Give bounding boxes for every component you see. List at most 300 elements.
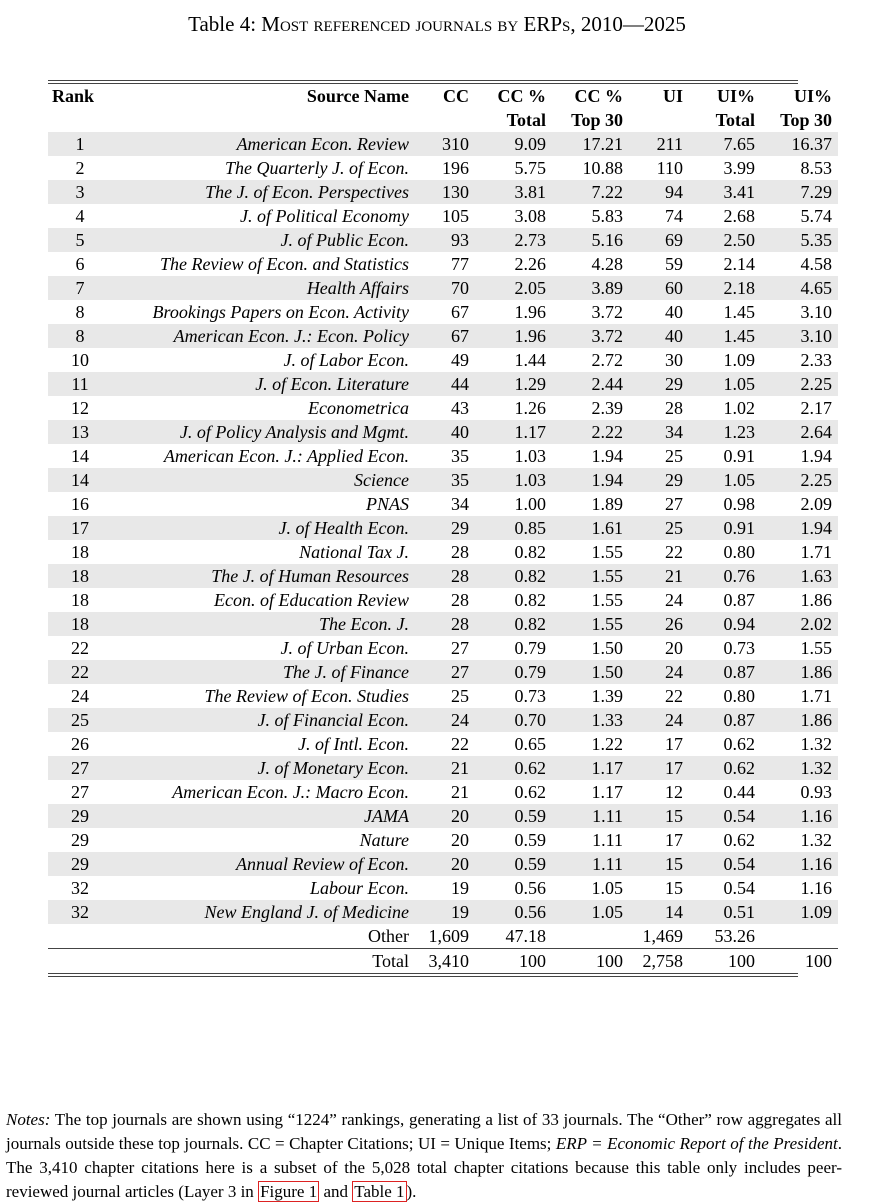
other-row [48,924,838,949]
header-ui-total-line2: Total [715,110,755,130]
cell-ui-total: 2.68 [723,206,755,226]
cell-ui-top30: 4.58 [800,254,832,274]
cell-cc: 27 [415,660,475,684]
cell-ui-total: 0.62 [689,756,761,780]
cell-cc-top30: 3.89 [552,276,629,300]
cell-cc-top30: 2.22 [552,420,629,444]
table-row [48,516,838,540]
header-ui-total-line1: UI% [716,86,755,106]
cell-cc: 35 [451,446,469,466]
notes-text-1: The top journals are shown using “1224” rankings, generating a list of 33 journals. The “Other” row aggregates all journals outside these top journals. CC = Chapter Citations; UI = Unique Items; [6,1110,842,1153]
cell-ui-top30: 2.64 [761,420,838,444]
cell-ui: 74 [665,206,683,226]
cell-ui-top30: 3.10 [761,324,838,348]
cell-cc-top30: 1.94 [591,446,623,466]
header-cc: CC [443,86,469,106]
table-row [48,612,838,636]
cell-cc-total: 0.70 [475,708,552,732]
cell-ui-top30: 1.32 [800,830,832,850]
cell-rank: 26 [71,734,89,754]
table-row [48,204,838,228]
cell-ui: 15 [629,852,689,876]
cell-ui: 211 [629,132,689,156]
cell-rank [48,949,112,973]
header-source-name: Source Name [306,86,409,106]
cell-cc-top30: 17.21 [552,132,629,156]
cell-source-name: The J. of Econ. Perspectives [112,180,415,204]
cell-cc-top30: 1.11 [552,804,629,828]
cell-ui-top30: 1.86 [761,660,838,684]
cell-ui: 22 [665,542,683,562]
cell-ui: 29 [629,372,689,396]
cell-ui: 26 [629,612,689,636]
cell-rank: 3 [48,180,112,204]
header-rank: Rank [52,86,95,106]
cell-cc: 34 [451,494,469,514]
cell-ui-top30: 1.16 [761,804,838,828]
cell-ui-total: 0.73 [723,638,755,658]
cell-ui: 69 [629,228,689,252]
cell-source-name: Annual Review of Econ. [112,852,415,876]
cell-source-name: The Econ. J. [112,612,415,636]
table-row [48,396,838,420]
cell-ui-top30: 2.02 [761,612,838,636]
caption-suffix: , 2010—2025 [570,12,686,36]
cell-ui-total: 2.50 [689,228,761,252]
cell-source-name: The Review of Econ. Studies [204,686,409,706]
cell-ui: 17 [629,756,689,780]
cell-source-name: J. of Public Econ. [112,228,415,252]
cell-cc: 21 [415,756,475,780]
cell-ui-top30: 1.32 [761,756,838,780]
cell-cc-total: 47.18 [505,926,546,946]
cell-cc-top30: 1.89 [591,494,623,514]
cell-cc-total: 0.62 [475,756,552,780]
cell-cc: 29 [415,516,475,540]
cell-ui-top30: 1.09 [761,900,838,924]
notes-erp-definition: ERP = Economic Report of the President [555,1134,838,1153]
cell-rank: 18 [71,542,89,562]
cell-ui-top30 [761,924,838,949]
cell-ui-total: 100 [728,951,755,971]
cell-ui-top30: 2.25 [761,468,838,492]
cell-cc-total: 1.44 [514,350,546,370]
table-row [48,708,838,732]
cell-cc-top30 [552,924,629,949]
cell-cc: 28 [451,590,469,610]
cell-cc: 28 [415,564,475,588]
cell-cc-total: 1.26 [514,398,546,418]
cell-ui: 1,469 [642,926,683,946]
cell-ui-total: 0.98 [723,494,755,514]
cell-ui-total: 0.62 [723,830,755,850]
cell-ui-total: 0.62 [723,734,755,754]
cell-ui: 24 [629,660,689,684]
cell-ui-top30: 5.35 [761,228,838,252]
table-caption [0,10,874,38]
cell-cc-top30: 1.05 [552,900,629,924]
cell-rank: 22 [71,638,89,658]
cell-source-name: Other [368,926,409,946]
cell-source-name: American Econ. J.: Econ. Policy [112,324,415,348]
cell-source-name: Labour Econ. [310,878,409,898]
table-row [48,660,838,684]
cell-ui-total: 2.18 [689,276,761,300]
cell-ui-top30: 1.63 [761,564,838,588]
cell-source-name: J. of Policy Analysis and Mgmt. [112,420,415,444]
cell-rank: 10 [71,350,89,370]
cell-ui-top30: 2.17 [800,398,832,418]
cell-cc-top30: 1.55 [591,590,623,610]
table-row [48,492,838,516]
cell-cc-total: 100 [519,951,546,971]
cell-cc-top30: 1.55 [552,612,629,636]
cell-ui: 17 [665,734,683,754]
header-cc-total-line2: Total [506,110,546,130]
cell-ui-total: 1.45 [723,302,755,322]
cell-ui-total: 0.76 [689,564,761,588]
cell-rank: 32 [48,900,112,924]
cell-source-name: Science [112,468,415,492]
cell-source-name: J. of Intl. Econ. [298,734,409,754]
cell-source-name: Nature [359,830,409,850]
cell-cc-top30: 1.50 [591,638,623,658]
header-ui-top30-line2: Top 30 [780,110,832,130]
cell-rank: 22 [48,660,112,684]
cell-rank: 6 [75,254,85,274]
cell-ui-total: 1.05 [689,372,761,396]
cell-ui-top30: 1.16 [800,878,832,898]
cell-cc-top30: 1.50 [552,660,629,684]
cell-ui-top30: 1.94 [800,446,832,466]
header-ui-top30 [761,84,838,132]
cell-ui-top30: 8.53 [800,158,832,178]
cell-source-name: Health Affairs [112,276,415,300]
table-row [48,132,838,156]
cell-rank: 2 [75,158,85,178]
cell-ui-total: 0.87 [723,590,755,610]
cell-cc-total: 5.75 [514,158,546,178]
cell-cc: 22 [451,734,469,754]
cell-cc-top30: 2.44 [552,372,629,396]
cell-ui: 15 [629,804,689,828]
cell-ui: 14 [629,900,689,924]
cell-ui-top30: 16.37 [761,132,838,156]
cell-rank: 29 [48,852,112,876]
cell-cc: 28 [415,612,475,636]
cell-cc-top30: 10.88 [582,158,623,178]
cell-cc-total: 2.73 [475,228,552,252]
cell-ui: 59 [665,254,683,274]
cell-cc-top30: 1.05 [591,878,623,898]
cell-ui-total: 0.80 [723,686,755,706]
cell-rank [48,924,112,949]
cell-ui-total: 1.02 [723,398,755,418]
cell-source-name: American Econ. J.: Applied Econ. [163,446,409,466]
cell-rank: 11 [48,372,112,396]
cell-ui: 60 [629,276,689,300]
cell-ui: 21 [629,564,689,588]
notes-text-2: . The 3,410 chapter citations here is a subset of the 5,028 total chapter citations because this table only includes peer-reviewed journal articles (Layer 3 in [6,1134,842,1201]
cell-ui: 20 [665,638,683,658]
cell-cc-total: 1.00 [514,494,546,514]
cell-ui-total: 1.05 [689,468,761,492]
cell-cc: 44 [415,372,475,396]
cell-ui-top30: 2.09 [800,494,832,514]
cell-cc-total: 0.56 [475,900,552,924]
cell-cc-top30: 1.55 [591,542,623,562]
cell-source-name: J. of Econ. Literature [112,372,415,396]
cell-cc-total: 0.59 [475,804,552,828]
cell-cc-total: 1.17 [475,420,552,444]
notes-text-3: and [319,1182,353,1201]
table-row [48,780,838,804]
cell-ui: 22 [665,686,683,706]
cell-cc-top30: 100 [596,951,623,971]
cell-cc: 49 [451,350,469,370]
cell-cc: 67 [415,324,475,348]
header-cc-total [475,84,552,132]
cell-cc-top30: 3.72 [591,302,623,322]
cell-ui: 27 [665,494,683,514]
header-ui-total [689,84,761,132]
cell-rank: 18 [48,564,112,588]
cell-ui-total: 3.99 [723,158,755,178]
cell-cc: 77 [451,254,469,274]
cell-source-name: J. of Political Economy [240,206,409,226]
cell-rank: 27 [71,782,89,802]
caption-title: Most referenced journals by ERPs [261,12,571,36]
cell-ui-top30: 4.65 [761,276,838,300]
table-row [48,588,838,612]
cell-cc-total: 1.03 [475,468,552,492]
cell-ui-total: 1.45 [689,324,761,348]
cell-rank: 1 [48,132,112,156]
cell-cc-total: 3.08 [514,206,546,226]
cell-cc: 3,410 [428,951,469,971]
caption-prefix: Table 4: [188,12,262,36]
cell-cc-top30: 2.72 [591,350,623,370]
cell-cc: 27 [451,638,469,658]
header-ui: UI [662,86,683,106]
cell-cc-top30: 1.61 [552,516,629,540]
table-row [48,852,838,876]
cell-rank: 18 [71,590,89,610]
bottom-double-rule [48,973,798,977]
table-1-link[interactable]: Table 1 [354,1182,405,1201]
table-row [48,228,838,252]
table-row [48,420,838,444]
cell-rank: 25 [48,708,112,732]
cell-rank: 24 [71,686,89,706]
cell-cc-top30: 1.33 [552,708,629,732]
cell-cc: 105 [442,206,469,226]
table-row [48,540,838,564]
cell-source-name: American Econ. J.: Macro Econ. [172,782,409,802]
table-row [48,300,838,324]
cell-cc: 21 [451,782,469,802]
cell-cc-total: 1.96 [514,302,546,322]
cell-ui: 24 [629,708,689,732]
cell-cc-total: 0.85 [475,516,552,540]
cell-cc-total: 0.82 [475,564,552,588]
cell-rank: 27 [48,756,112,780]
cell-ui: 12 [665,782,683,802]
cell-cc: 130 [415,180,475,204]
cell-rank: 12 [71,398,89,418]
table-header [48,84,838,132]
cell-source-name: Econometrica [308,398,409,418]
cell-cc-top30: 1.22 [591,734,623,754]
cell-cc: 70 [415,276,475,300]
cell-rank: 16 [71,494,89,514]
cell-source-name: American Econ. Review [112,132,415,156]
cell-ui-top30: 2.25 [761,372,838,396]
cell-cc: 196 [442,158,469,178]
cell-rank: 4 [75,206,85,226]
figure-1-link[interactable]: Figure 1 [260,1182,318,1201]
cell-ui-top30: 1.32 [800,734,832,754]
cell-source-name: J. of Health Econ. [112,516,415,540]
cell-ui-total: 0.91 [689,516,761,540]
cell-ui-total: 0.54 [689,804,761,828]
cell-cc-total: 0.62 [514,782,546,802]
cell-rank: 13 [48,420,112,444]
cell-ui-top30: 1.16 [761,852,838,876]
cell-rank: 5 [48,228,112,252]
cell-cc-total: 3.81 [475,180,552,204]
cell-cc-top30: 7.22 [552,180,629,204]
cell-source-name: J. of Monetary Econ. [112,756,415,780]
header-cc-top30 [552,84,629,132]
cell-ui-top30: 1.86 [800,590,832,610]
cell-cc-total: 0.82 [514,542,546,562]
cell-cc-total: 0.79 [475,660,552,684]
cell-ui-total: 0.87 [689,708,761,732]
cell-cc-top30: 5.16 [552,228,629,252]
cell-cc-total: 0.82 [514,590,546,610]
table-row [48,444,838,468]
journal-table [48,84,838,973]
cell-ui-total: 1.09 [723,350,755,370]
table-row [48,756,838,780]
cell-ui-total: 53.26 [714,926,755,946]
cell-rank: 8 [48,324,112,348]
cell-cc-top30: 4.28 [591,254,623,274]
table-body [48,132,838,973]
cell-cc-total: 1.96 [475,324,552,348]
cell-cc-top30: 1.11 [552,852,629,876]
cell-cc-total: 1.03 [514,446,546,466]
cell-cc: 28 [451,542,469,562]
cell-ui-top30: 1.71 [800,542,832,562]
cell-ui-total: 0.91 [723,446,755,466]
cell-cc: 40 [415,420,475,444]
cell-ui-top30: 1.94 [761,516,838,540]
cell-rank: 29 [48,804,112,828]
cell-source-name: Total [372,951,409,971]
cell-ui-total: 0.51 [689,900,761,924]
cell-cc-total: 0.82 [475,612,552,636]
table-row [48,156,838,180]
cell-ui: 17 [665,830,683,850]
cell-cc: 43 [451,398,469,418]
cell-ui-total: 0.94 [689,612,761,636]
notes-label: Notes: [6,1110,51,1129]
header-cc-top30-line1: CC % [574,86,623,106]
cell-cc: 1,609 [428,926,469,946]
cell-ui: 34 [629,420,689,444]
cell-ui: 25 [629,516,689,540]
table-row [48,636,838,660]
cell-cc-total: 9.09 [475,132,552,156]
cell-cc: 20 [415,804,475,828]
table-row [48,732,838,756]
table-row [48,372,838,396]
cell-source-name: J. of Financial Econ. [112,708,415,732]
table-row [48,804,838,828]
cell-ui: 40 [629,324,689,348]
cell-ui: 29 [629,468,689,492]
cell-ui: 40 [665,302,683,322]
header-cc-top30-line2: Top 30 [571,110,623,130]
cell-ui-total: 0.87 [689,660,761,684]
cell-cc-total: 0.79 [514,638,546,658]
notes-text-4: ). [406,1182,417,1201]
table-row [48,348,838,372]
table-row [48,876,838,900]
cell-ui-top30: 2.33 [800,350,832,370]
cell-cc-top30: 3.72 [552,324,629,348]
cell-rank: 14 [71,446,89,466]
cell-cc: 35 [415,468,475,492]
cell-cc-top30: 5.83 [591,206,623,226]
cell-cc-total: 0.73 [514,686,546,706]
cell-cc-total: 1.29 [475,372,552,396]
cell-ui: 94 [629,180,689,204]
table-row [48,900,838,924]
cell-ui: 15 [665,878,683,898]
cell-cc-top30: 1.11 [592,830,623,850]
cell-ui-top30: 5.74 [800,206,832,226]
cell-rank: 29 [71,830,89,850]
cell-source-name: The J. of Finance [112,660,415,684]
table-row [48,180,838,204]
cell-source-name: Brookings Papers on Econ. Activity [152,302,409,322]
cell-cc: 67 [451,302,469,322]
table-row [48,252,838,276]
cell-cc-total: 0.65 [514,734,546,754]
cell-source-name: JAMA [112,804,415,828]
cell-ui: 24 [665,590,683,610]
table-row [48,564,838,588]
table-row [48,468,838,492]
cell-cc-top30: 1.17 [591,782,623,802]
cell-source-name: J. of Labor Econ. [283,350,409,370]
cell-cc-top30: 1.17 [552,756,629,780]
cell-source-name: The Quarterly J. of Econ. [225,158,409,178]
cell-source-name: The Review of Econ. and Statistics [160,254,409,274]
journal-table-wrapper [48,80,832,977]
cell-cc-total: 2.26 [514,254,546,274]
cell-rank: 7 [48,276,112,300]
header-cc-total-line1: CC % [497,86,546,106]
cell-cc-top30: 1.39 [591,686,623,706]
cell-cc-total: 0.59 [475,852,552,876]
cell-cc: 93 [415,228,475,252]
cell-ui-total: 3.41 [689,180,761,204]
cell-ui: 30 [665,350,683,370]
